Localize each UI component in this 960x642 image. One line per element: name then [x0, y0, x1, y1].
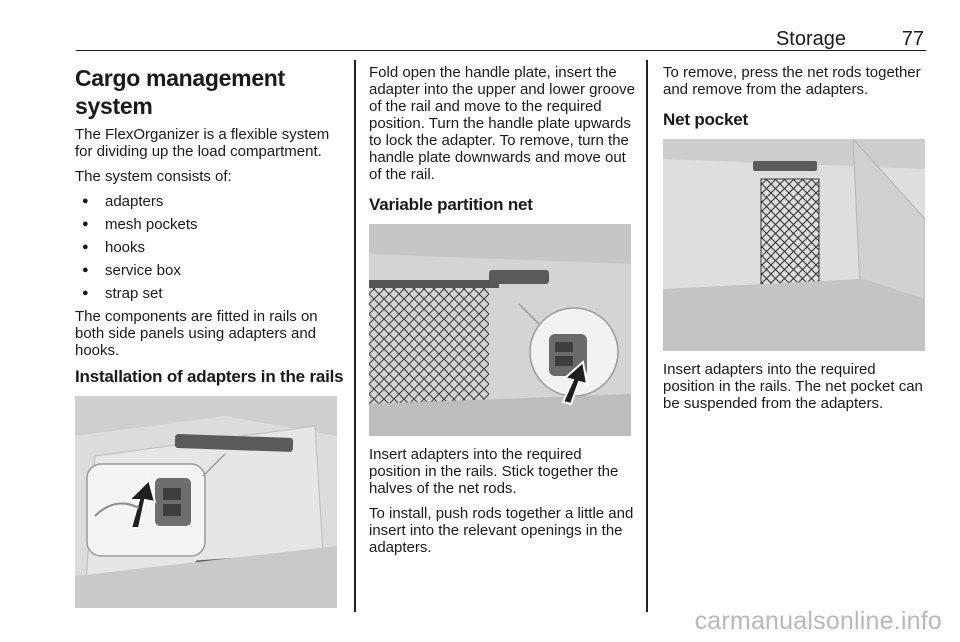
partition-net-paragraph: Insert adapters into the required position in the rails. Stick together the halves of the net rods. — [369, 446, 619, 497]
list-item: ● hooks — [75, 239, 347, 256]
subheading-net-pocket: Net pocket — [663, 110, 748, 129]
adapter-installation-illustration — [75, 396, 337, 608]
list-item: ● service box — [75, 262, 347, 279]
watermark: carmanualsonline.info — [694, 607, 942, 635]
component-list — [75, 193, 347, 302]
net-pocket-illustration — [663, 139, 925, 351]
column-1 — [75, 64, 347, 622]
subheading-partition-net: Variable partition net — [369, 195, 533, 214]
column-3 — [663, 64, 929, 420]
install-rods-paragraph: To install, push rods together a little and insert into the relevant openings in the adapters. — [369, 505, 634, 556]
section-title: Storage — [775, 28, 846, 50]
column-divider — [354, 60, 356, 612]
subheading-adapters: Installation of adapters in the rails — [75, 367, 344, 386]
list-item: ● mesh pockets — [75, 216, 347, 233]
list-item: ● adapters — [75, 193, 347, 210]
remove-rods-paragraph: To remove, press the net rods together and remove from the adapters. — [663, 64, 921, 98]
column-2 — [369, 64, 635, 564]
section-heading: Cargo management system — [75, 65, 285, 119]
intro-paragraph: The FlexOrganizer is a flexible system for dividing up the load compartment. — [75, 126, 330, 160]
components-paragraph: The components are fitted in rails on both side panels using adapters and hooks. — [75, 308, 318, 359]
list-item: ● strap set — [75, 285, 347, 302]
partition-net-illustration — [369, 224, 631, 436]
column-divider — [646, 60, 648, 612]
adapter-instructions: Fold open the handle plate, insert the adapter into the upper and lower groove of the rail and move to the required position. Turn the handle plate upwards to lock the adapter. To remove, turn the handle plate downwards and move out of the rail. — [369, 64, 636, 183]
net-pocket-paragraph: Insert adapters into the required position in the rails. The net pocket can be suspended from the adapters. — [663, 361, 923, 412]
consists-of-text: The system consists of: — [75, 168, 232, 185]
page-header — [76, 30, 926, 51]
page-number: 77 — [901, 28, 924, 50]
